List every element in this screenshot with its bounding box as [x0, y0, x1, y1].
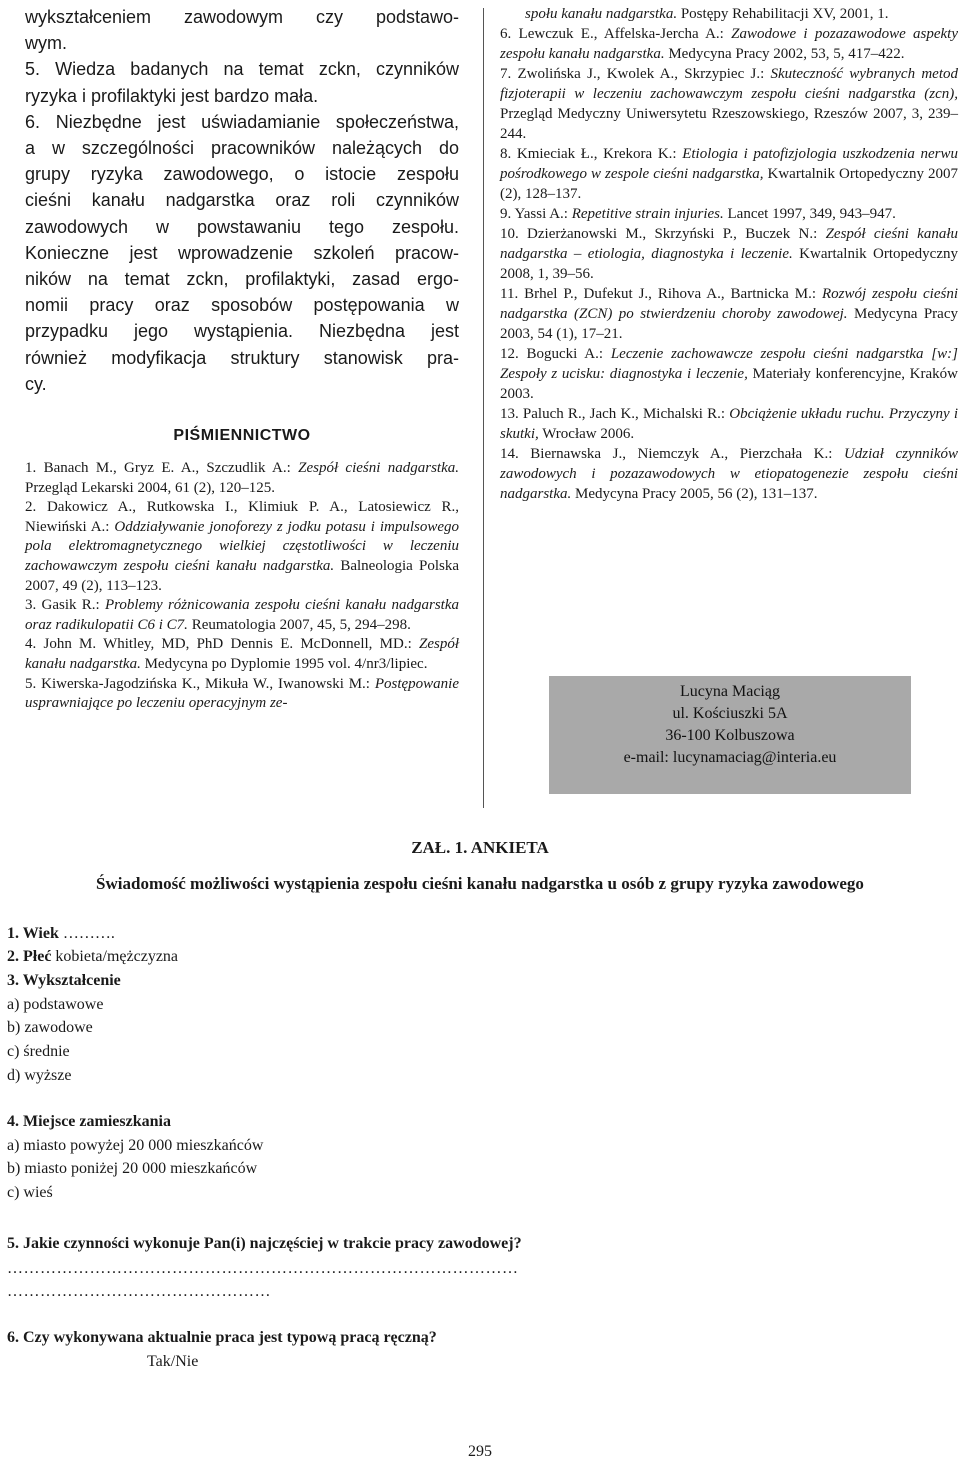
author-street: ul. Kościuszki 5A — [672, 705, 788, 722]
author-address-box — [549, 676, 911, 794]
option-residence: c) wieś — [7, 1184, 53, 1201]
references-list-left — [25, 459, 459, 714]
reference-item: 14. Biernawska J., Niemczyk A., Pierzchała K.: Udział czynników zawodowych i pozazawodowych w etiopatogenezie zespołu cieśni nadgarstka. Medycyna Pracy 2005, 56 (2), 131–137. — [500, 446, 958, 502]
body-line: 5. Wiedza badanych na temat zckn, czynników — [25, 59, 459, 80]
reference-item: 13. Paluch R., Jach K., Michalski R.: Obciążenie układu ruchu. Przyczyny i skutki, Wrocław 2006. — [500, 406, 958, 442]
body-line: a w szczególności pracowników należących do — [25, 138, 459, 159]
reference-item: 1. Banach M., Gryz E. A., Szczudlik A.: Zespół cieśni nadgarstka. Przegląd Lekarski 2004, 61 (2), 120–125. — [25, 460, 459, 496]
reference-item: 5. Kiwerska-Jagodzińska K., Mikuła W., Iwanowski M.: Postępowanie usprawniające po leczeniu operacyjnym ze- — [25, 675, 459, 712]
annex-subtitle: Świadomość możliwości wystąpienia zespołu cieśni kanału nadgarstka u osób z grupy ryzyka zawodowego — [96, 874, 864, 893]
body-line: ryzyka i profilaktyki jest bardzo mała. — [25, 85, 319, 106]
reference-item: 7. Zwolińska J., Kwolek A., Skrzypiec J.: Skuteczność wybranych metod fizjoterapii w leczeniu zachowawczym zespołu cieśni nadgarstka (zcn), Przegląd Medyczny Uniwersytetu Rzeszowskiego, Rzeszów 2007, 3, 239–244. — [500, 66, 958, 142]
option-residence: a) miasto powyżej 20 000 mieszkańców — [7, 1137, 264, 1154]
question-manual-work: 6. Czy wykonywana aktualnie praca jest typową pracą ręczną? — [7, 1329, 437, 1346]
body-line: wym. — [25, 33, 67, 54]
body-line: przypadku jego wystąpienia. Niezbędna jest — [25, 321, 459, 342]
option-education: b) zawodowe — [7, 1019, 93, 1036]
option-education: c) średnie — [7, 1043, 70, 1060]
reference-item: 10. Dzierżanowski M., Skrzyński P., Buczek N.: Zespół cieśni kanału nadgarstka – etiologia, diagnostyka i leczenie. Kwartalnik Ortopedyczny 2008, 1, 39–56. — [500, 226, 958, 282]
column-divider — [483, 8, 484, 808]
answer-dots-line: ………………………………………………………………………………… — [7, 1260, 519, 1277]
reference-item: 8. Kmieciak Ł., Krekora K.: Etiologia i patofizjologia uszkodzenia nerwu pośrodkowego w zespole cieśni nadgarstka, Kwartalnik Ortopedyczny 2007 (2), 128–137. — [500, 146, 959, 202]
question-activities: 5. Jakie czynności wykonuje Pan(i) najczęściej w trakcie pracy zawodowej? — [7, 1235, 522, 1252]
body-line: Konieczne jest wprowadzenie szkoleń pracow- — [25, 242, 459, 263]
body-line: nomii pracy oraz sposobów postępowania w — [25, 295, 459, 316]
body-line: ników na temat zckn, profilaktyki, zasad ergo- — [25, 269, 459, 290]
option-residence: b) miasto poniżej 20 000 mieszkańców — [7, 1160, 258, 1177]
question-gender: 2. Płeć kobieta/mężczyzna — [7, 948, 179, 965]
reference-item: społu kanału nadgarstka. Postępy Rehabilitacji XV, 2001, 1. — [525, 6, 889, 22]
option-education: d) wyższe — [7, 1067, 72, 1084]
answer-dots-line: ………………………………………… — [7, 1283, 271, 1300]
author-name: Lucyna Maciąg — [680, 683, 780, 700]
body-line: zawodowych w powstawaniu tego zespołu. — [25, 216, 459, 237]
body-text — [25, 4, 459, 397]
body-line: również modyfikacja struktury stanowisk pra- — [25, 347, 459, 368]
reference-item: 2. Dakowicz A., Rutkowska I., Klimiuk P. A., Latosiewicz R., Niewiński A.: Oddziaływanie jonoforezy z jodku potasu i impulsowego pola elektromagnetycznego wielkiej częstotliwości w leczeniu zachowawczym zespołu cieśni kanału nadgarstka. Balneologia Polska 2007, 49 (2), 113–123. — [25, 499, 459, 594]
reference-item: 9. Yassi A.: Repetitive strain injuries. Lancet 1997, 349, 943–947. — [500, 206, 896, 222]
reference-item: 11. Brhel P., Dufekut J., Rihova A., Bartnicka M.: Rozwój zespołu cieśni nadgarstka (ZCN) po stwierdzeniu choroby zawodowej. Medycyna Pracy 2003, 54 (1), 17–21. — [500, 286, 958, 342]
answer-yes-no: Tak/Nie — [147, 1353, 199, 1370]
reference-item: 6. Lewczuk E., Affelska-Jercha A.: Zawodowe i pozazawodowe aspekty zespołu kanału nadgarstka. Medycyna Pracy 2002, 53, 5, 417–422. — [500, 26, 959, 62]
reference-item: 12. Bogucki A.: Leczenie zachowawcze zespołu cieśni nadgarstka [w:] Zespoły z ucisku: diagnostyka i leczenie, Materiały konferencyjne, Kraków 2003. — [500, 346, 958, 402]
option-education: a) podstawowe — [7, 996, 104, 1013]
body-line: wykształceniem zawodowym czy podstawo- — [25, 7, 459, 27]
left-column — [25, 4, 459, 714]
author-city: 36-100 Kolbuszowa — [665, 727, 795, 744]
body-line: cy. — [25, 373, 47, 394]
author-email: e-mail: lucynamaciag@interia.eu — [623, 749, 837, 766]
reference-item: 4. John M. Whitley, MD, PhD Dennis E. McDonnell, MD.: Zespół kanału nadgarstka. Medycyna po Dyplomie 1995 vol. 4/nr3/lipiec. — [25, 636, 459, 672]
question-age: 1. Wiek ………. — [7, 925, 115, 942]
question-residence: 4. Miejsce zamieszkania — [7, 1113, 171, 1130]
reference-item: 3. Gasik R.: Problemy różnicowania zespołu cieśni kanału nadgarstka oraz radikulopatii C6 i C7. Reumatologia 2007, 45, 5, 294–298. — [25, 597, 459, 633]
body-line: 6. Niezbędne jest uświadamianie społeczeństwa, — [25, 111, 459, 132]
right-column — [500, 4, 958, 504]
body-line: grupy ryzyka zawodowego, o istocie zespołu — [25, 164, 459, 185]
references-heading: PIŚMIENNICTWO — [173, 427, 311, 445]
page-number: 295 — [468, 1443, 492, 1460]
question-education: 3. Wykształcenie — [7, 972, 121, 989]
annex-title: ZAŁ. 1. ANKIETA — [411, 838, 549, 857]
body-line: cieśni kanału nadgarstka oraz roli czynników — [25, 190, 459, 211]
